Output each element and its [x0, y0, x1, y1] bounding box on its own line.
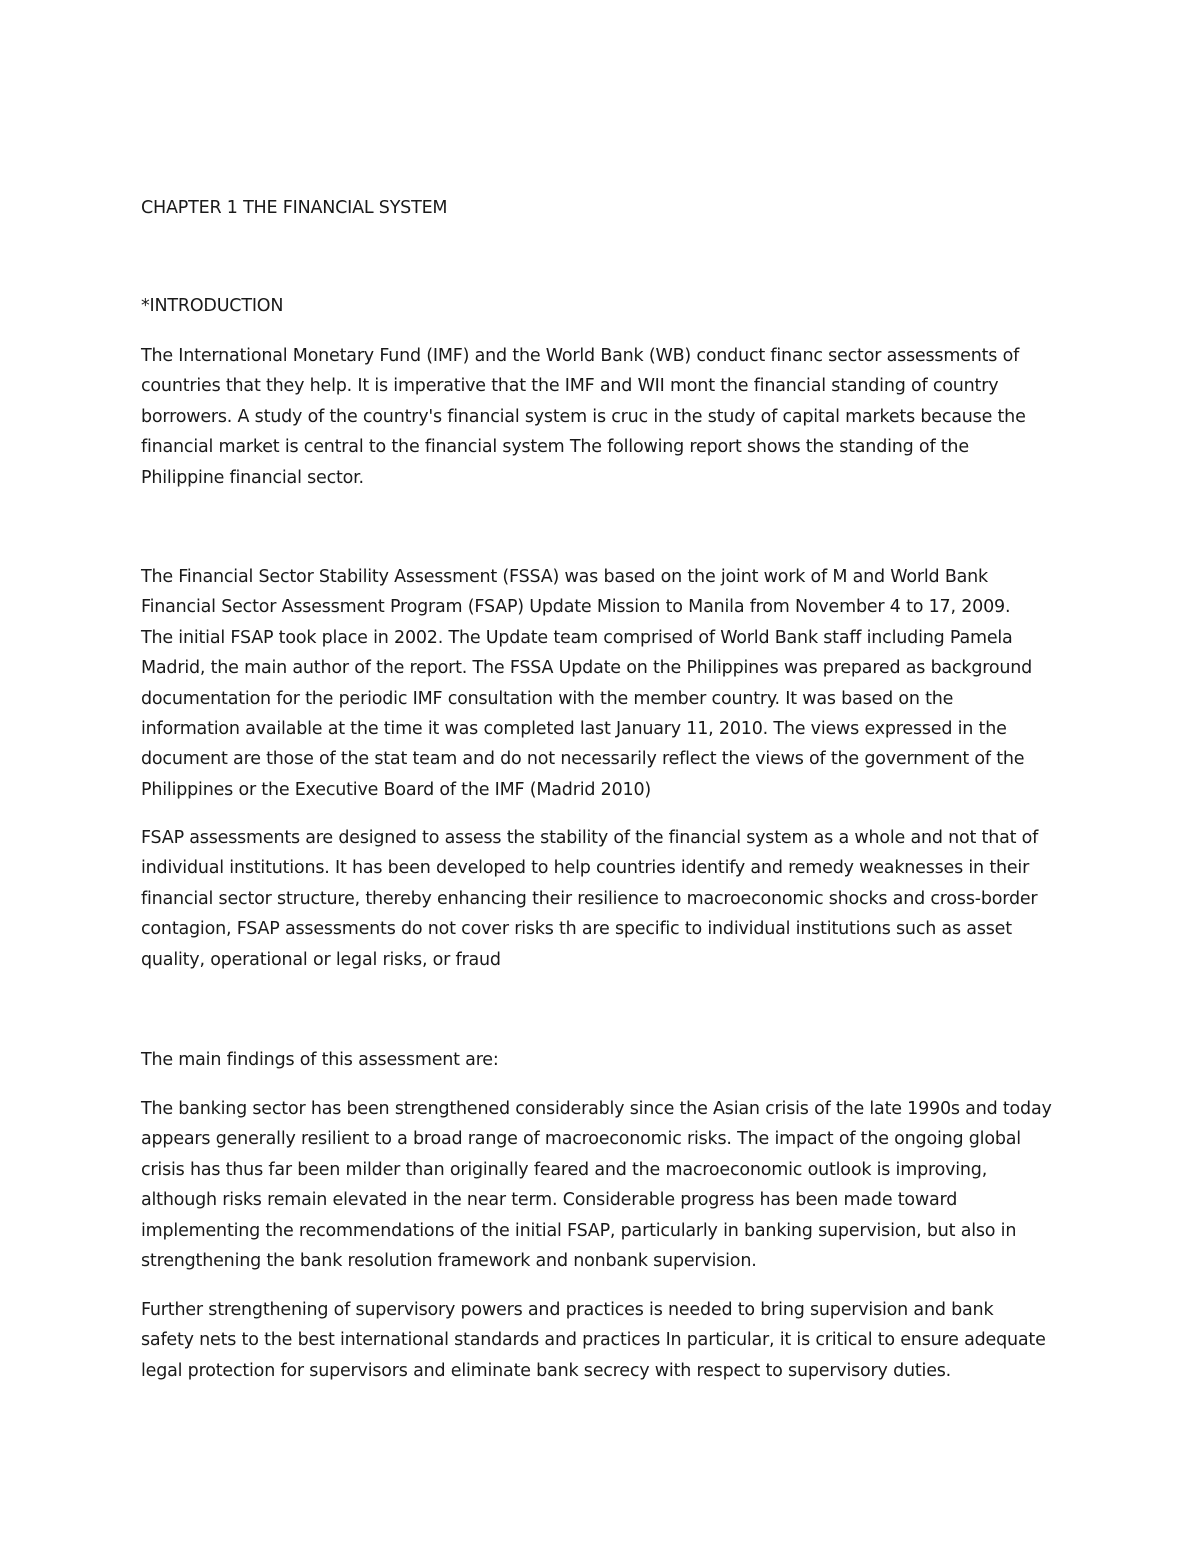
paragraph-line: quality, operational or legal risks, or fraud: [141, 949, 501, 970]
paragraph-line: document are those of the stat team and do not necessarily reflect the views of the government of the: [141, 749, 1025, 770]
paragraph-line: contagion, FSAP assessments do not cover risks th are specific to individual institutions such as asset: [141, 919, 1012, 940]
paragraph-banking-sector: [141, 1094, 1066, 1276]
paragraph-line: although risks remain elevated in the near term. Considerable progress has been made toward: [141, 1190, 958, 1211]
paragraph-line: Philippines or the Executive Board of the IMF (Madrid 2010): [141, 779, 652, 800]
paragraph-line: financial market is central to the financial system The following report shows the standing of the: [141, 437, 969, 458]
paragraph-line: Financial Sector Assessment Program (FSAP) Update Mission to Manila from November 4 to 17, 2009.: [141, 597, 1011, 618]
paragraph-line: The banking sector has been strengthened considerably since the Asian crisis of the late 1990s and today: [141, 1099, 1052, 1119]
paragraph-line: countries that they help. It is imperative that the IMF and WII mont the financial standing of country: [141, 376, 999, 397]
paragraph-line: strengthening the bank resolution framework and nonbank supervision.: [141, 1251, 757, 1272]
paragraph-line: implementing the recommendations of the initial FSAP, particularly in banking supervision, but also in: [141, 1220, 1017, 1241]
chapter-title: CHAPTER 1 THE FINANCIAL SYSTEM: [141, 198, 448, 218]
paragraph-line: documentation for the periodic IMF consultation with the member country. It was based on the: [141, 688, 954, 709]
paragraph-line: The Financial Sector Stability Assessment (FSSA) was based on the joint work of M and World Bank: [141, 567, 988, 587]
paragraph-line: Madrid, the main author of the report. The FSSA Update on the Philippines was prepared as background: [141, 658, 1033, 679]
paragraph-line: FSAP assessments are designed to assess the stability of the financial system as a whole and not that of: [141, 828, 1039, 848]
section-heading: *INTRODUCTION: [141, 296, 284, 316]
findings-intro: The main findings of this assessment are:: [141, 1050, 499, 1070]
paragraph-line: crisis has thus far been milder than originally feared and the macroeconomic outlook is improving,: [141, 1159, 988, 1180]
paragraph-line: The International Monetary Fund (IMF) and the World Bank (WB) conduct financ sector assessments of: [141, 346, 1020, 366]
paragraph-fssa: [141, 562, 1066, 805]
paragraph-line: appears generally resilient to a broad range of macroeconomic risks. The impact of the ongoing global: [141, 1129, 1021, 1150]
paragraph-line: individual institutions. It has been developed to help countries identify and remedy weaknesses in their: [141, 858, 1030, 879]
paragraph-line: information available at the time it was completed last January 11, 2010. The views expressed in the: [141, 719, 1007, 740]
paragraph-line: safety nets to the best international standards and practices In particular, it is critical to ensure adequate: [141, 1330, 1046, 1351]
paragraph-line: borrowers. A study of the country's financial system is cruc in the study of capital markets because the: [141, 406, 1026, 427]
paragraph-fsap: [141, 823, 1066, 975]
paragraph-supervisory-powers: [141, 1295, 1066, 1386]
paragraph-line: legal protection for supervisors and eliminate bank secrecy with respect to supervisory duties.: [141, 1360, 952, 1381]
paragraph-introduction: [141, 341, 1066, 493]
paragraph-line: The initial FSAP took place in 2002. The Update team comprised of World Bank staff including Pamela: [141, 627, 1013, 648]
paragraph-line: Philippine financial sector.: [141, 467, 364, 488]
paragraph-line: financial sector structure, thereby enhancing their resilience to macroeconomic shocks and cross-border: [141, 888, 1038, 909]
paragraph-line: Further strengthening of supervisory powers and practices is needed to bring supervision and bank: [141, 1300, 994, 1320]
